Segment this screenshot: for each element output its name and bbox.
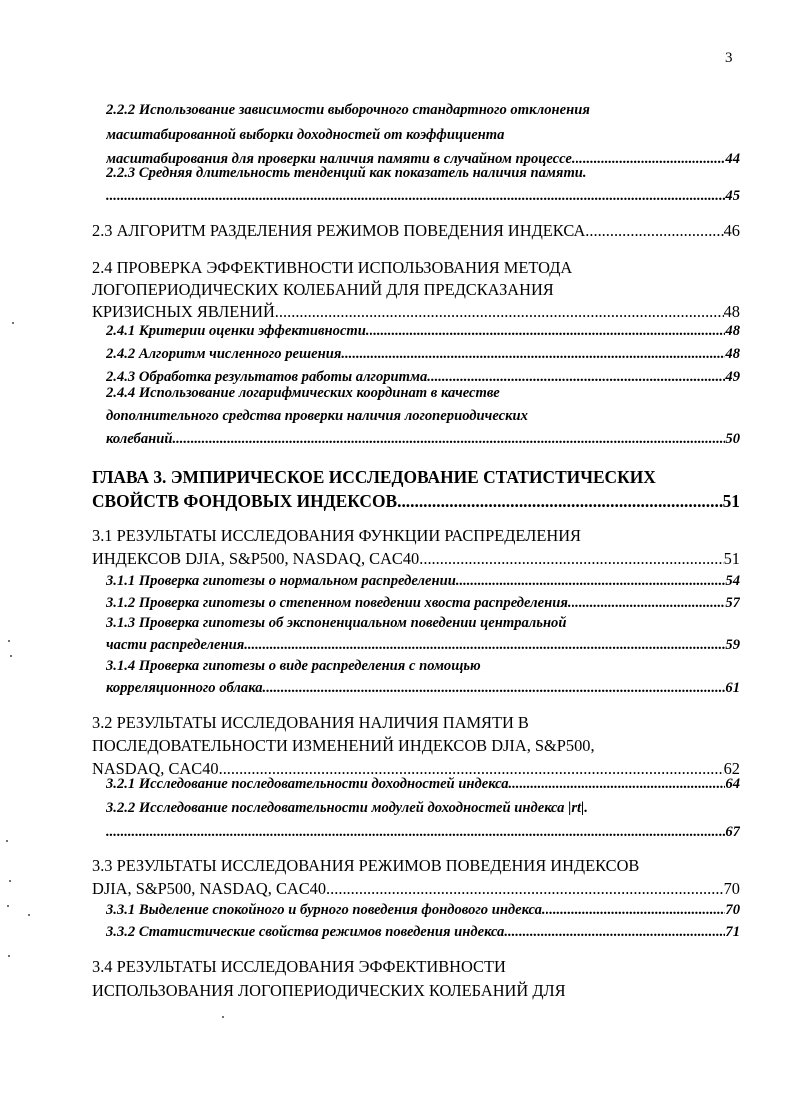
toc-entry-text: 2.4.3 Обработка результатов работы алгоритма. (106, 369, 431, 385)
toc-entry-3-3-line-1 (92, 854, 740, 877)
toc-entry-text: DJIA, S&P500, NASDAQ, CAC40. (92, 879, 331, 898)
toc-entry-text: 2.2.3 Средняя длительность тенденций как показатель наличия памяти. (106, 165, 587, 181)
toc-entry-text: 3.2.2 Исследование последовательности модулей доходностей индекса |rt|. (106, 800, 588, 816)
toc-page-number: 48 (725, 323, 740, 339)
toc-entry-text: ИНДЕКСОВ DJIA, S&P500, NASDAQ, CAC40. (92, 549, 424, 568)
toc-entry-text: масштабированной выборки доходностей от коэффициента (106, 126, 505, 143)
toc-entry-3-2-1-line-1 (106, 773, 740, 796)
toc-entry-ch3-line-1 (92, 466, 740, 489)
toc-dot-leader (266, 677, 725, 700)
toc-entry-text: 3.2 РЕЗУЛЬТАТЫ ИССЛЕДОВАНИЯ НАЛИЧИЯ ПАМЯТИ В (92, 713, 529, 732)
toc-entry-2-4-4-line-3 (106, 428, 740, 451)
toc-entry-text: СВОЙСТВ ФОНДОВЫХ ИНДЕКСОВ. (92, 491, 402, 511)
toc-page-number: 70 (723, 879, 740, 898)
toc-entry-3-4-line-2 (92, 979, 740, 1002)
toc-entry-3-1-3-line-1 (106, 612, 740, 635)
toc-entry-text: 3.1 РЕЗУЛЬТАТЫ ИССЛЕДОВАНИЯ ФУНКЦИИ РАСПРЕДЕЛЕНИЯ (92, 526, 581, 545)
toc-dot-leader (345, 343, 725, 366)
toc-entry-text: 3.3.1 Выделение спокойного и бурного поведения фондового индекса. (106, 902, 546, 918)
toc-page-number: 44 (725, 151, 740, 167)
toc-page-number: 48 (723, 302, 740, 321)
toc-entry-3-2-2-line-2 (106, 821, 740, 844)
toc-entry-3-1-3-line-2 (106, 634, 740, 657)
page-number: 3 (725, 50, 733, 66)
toc-page-number: 45 (725, 188, 740, 204)
toc-dot-leader (459, 570, 725, 593)
toc-dot-leader (589, 219, 723, 242)
toc-entry-text: 3.3 РЕЗУЛЬТАТЫ ИССЛЕДОВАНИЯ РЕЖИМОВ ПОВЕДЕНИЯ ИНДЕКСОВ (92, 856, 640, 875)
toc-entry-text: КРИЗИСНЫХ ЯВЛЕНИЙ. (92, 302, 279, 321)
toc-entry-text: корреляционного облака. (106, 680, 267, 696)
toc-dot-leader (401, 490, 722, 513)
toc-entry-text: ИСПОЛЬЗОВАНИЯ ЛОГОПЕРИОДИЧЕСКИХ КОЛЕБАНИЙ ДЛЯ (92, 981, 566, 1000)
toc-entry-2-4-line-1 (92, 256, 740, 279)
toc-entry-text: колебаний. (106, 431, 177, 447)
toc-entry-text: масштабирования для проверки наличия памяти в случайном процессе. (106, 151, 576, 167)
toc-dot-leader (508, 921, 725, 944)
toc-dot-leader (370, 320, 726, 343)
toc-page-number: 71 (725, 924, 740, 940)
toc-entry-3-1-line-2 (92, 547, 740, 570)
toc-entry-text: 3.4 РЕЗУЛЬТАТЫ ИССЛЕДОВАНИЯ ЭФФЕКТИВНОСТИ (92, 957, 506, 976)
toc-entry-2-2-3-line-1 (106, 162, 740, 185)
toc-entry-3-1-4-line-1 (106, 655, 740, 678)
toc-entry-text: ГЛАВА 3. ЭМПИРИЧЕСКОЕ ИССЛЕДОВАНИЕ СТАТИСТИЧЕСКИХ (92, 467, 656, 487)
toc-entry-3-1-line-1 (92, 524, 740, 547)
toc-dot-leader (106, 821, 725, 844)
toc-entry-2-4-line-2 (92, 278, 740, 301)
toc-entry-2-4-2-line-1 (106, 343, 740, 366)
toc-page-number: 51 (723, 549, 740, 568)
toc-page-number: 54 (725, 573, 740, 589)
toc-entry-3-3-1-line-1 (106, 899, 740, 922)
toc-page-number: 70 (725, 902, 740, 918)
toc-entry-2-4-4-line-2 (106, 405, 740, 428)
toc-entry-2-4-1-line-1 (106, 320, 740, 343)
toc-entry-2-2-3-line-2 (106, 185, 740, 208)
toc-entry-text: 2.2.2 Использование зависимости выборочного стандартного отклонения (106, 102, 590, 118)
toc-entry-text: 3.1.4 Проверка гипотезы о виде распределения с помощью (106, 658, 481, 674)
toc-page-number: 64 (725, 776, 740, 792)
toc-entry-text: 2.4.4 Использование логарифмических координат в качестве (106, 385, 500, 401)
toc-entry-text: ПОСЛЕДОВАТЕЛЬНОСТИ ИЗМЕНЕНИЙ ИНДЕКСОВ DJIA, S&P500, (92, 736, 595, 755)
toc-entry-2-4-4-line-1 (106, 382, 740, 405)
toc-entry-text: 2.4.1 Критерии оценки эффективности. (106, 323, 370, 339)
toc-entry-3-2-line-1 (92, 711, 740, 734)
toc-entry-text: 3.1.2 Проверка гипотезы о степенном поведении хвоста распределения. (106, 595, 572, 611)
toc-entry-3-1-1-line-1 (106, 570, 740, 593)
toc-dot-leader (423, 547, 723, 570)
toc-entry-text: 2.3 АЛГОРИТМ РАЗДЕЛЕНИЯ РЕЖИМОВ ПОВЕДЕНИЯ ИНДЕКСА. (92, 221, 590, 240)
toc-page-number: 61 (725, 680, 740, 696)
toc-page-number: 62 (723, 759, 740, 778)
toc-dot-leader (248, 634, 726, 657)
toc-entry-text: 3.3.2 Статистические свойства режимов поведения индекса. (106, 924, 508, 940)
toc-page-number: 50 (725, 431, 740, 447)
toc-dot-leader (512, 773, 725, 796)
toc-entry-3-2-line-2 (92, 734, 740, 757)
toc-entry-3-3-line-2 (92, 877, 740, 900)
toc-dot-leader (176, 428, 725, 451)
toc-entry-2-2-2-line-1 (106, 99, 740, 122)
toc-dot-leader (330, 877, 723, 900)
toc-entry-text: 3.2.1 Исследование последовательности доходностей индекса. (106, 776, 513, 792)
toc-entry-text: дополнительного средства проверки наличия логопериодических (106, 408, 528, 424)
toc-entry-2-3-line-1 (92, 219, 740, 242)
toc-entry-text: 2.4.2 Алгоритм численного решения. (106, 346, 346, 362)
toc-entry-text: 2.4 ПРОВЕРКА ЭФФЕКТИВНОСТИ ИСПОЛЬЗОВАНИЯ МЕТОДА (92, 258, 573, 277)
toc-entry-3-3-2-line-1 (106, 921, 740, 944)
toc-dot-leader (546, 899, 726, 922)
toc-dot-leader (106, 185, 725, 208)
toc-entry-text: 3.1.1 Проверка гипотезы о нормальном распределении. (106, 573, 460, 589)
toc-page-number: 46 (723, 221, 740, 240)
toc-page-number: 67 (725, 824, 740, 840)
toc-entry-ch3-line-2 (92, 490, 740, 513)
toc-page-number: 49 (725, 369, 740, 385)
toc-entry-text: 3.1.3 Проверка гипотезы об экспоненциальном поведении центральной (106, 615, 567, 631)
toc-entry-text: части распределения. (106, 637, 248, 653)
toc-entry-3-1-4-line-2 (106, 677, 740, 700)
toc-entry-3-2-2-line-1 (106, 797, 740, 820)
toc-page-number: 51 (722, 491, 740, 511)
toc-page-number: 59 (725, 637, 740, 653)
toc-entry-text: ЛОГОПЕРИОДИЧЕСКИХ КОЛЕБАНИЙ ДЛЯ ПРЕДСКАЗАНИЯ (92, 280, 554, 299)
toc-entry-2-2-2-line-2 (106, 124, 740, 147)
toc-page-number: 57 (725, 595, 740, 611)
toc-entry-3-4-line-1 (92, 955, 740, 978)
toc-page-number: 48 (725, 346, 740, 362)
toc-entry-text: NASDAQ, CAC40. (92, 759, 223, 778)
